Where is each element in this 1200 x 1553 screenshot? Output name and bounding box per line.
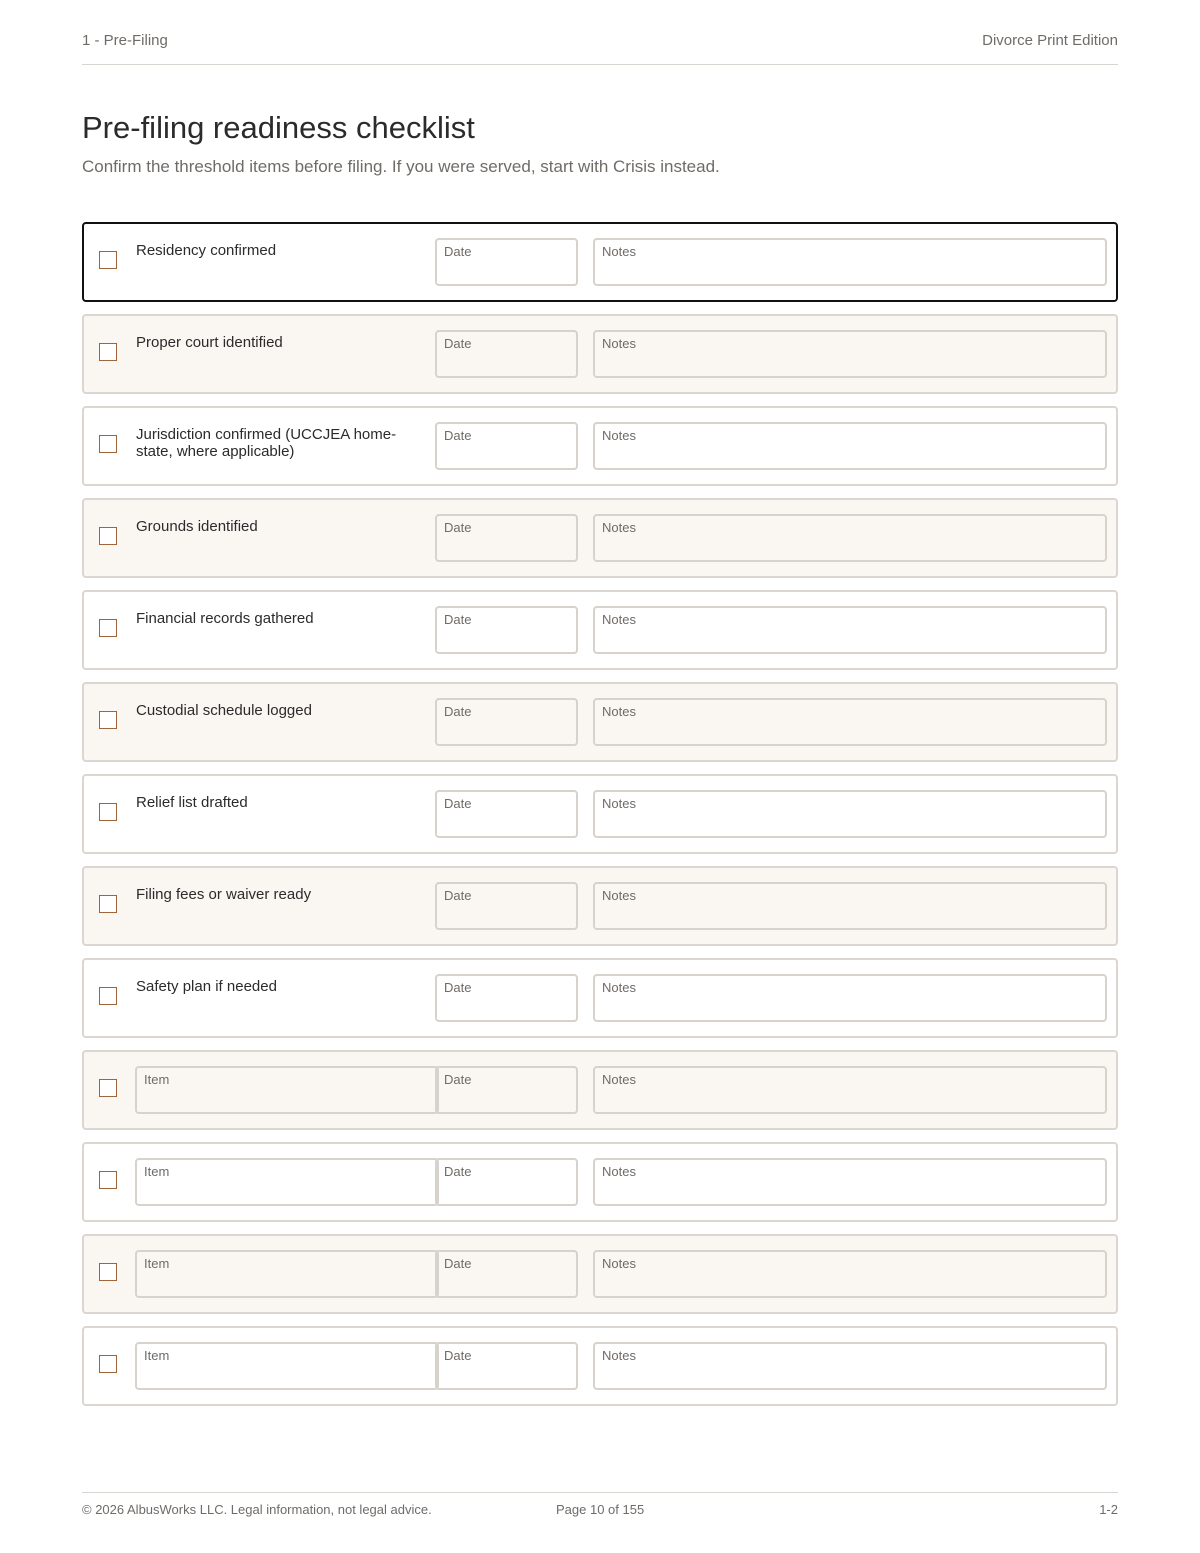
- date-field[interactable]: Date: [435, 974, 578, 1022]
- row-label: Residency confirmed: [136, 242, 277, 259]
- row-checkbox[interactable]: [99, 527, 117, 545]
- copyright-text: © 2026 AlbusWorks LLC. Legal information, not legal advice.: [82, 1502, 432, 1517]
- checklist-row: [82, 406, 1118, 486]
- notes-field[interactable]: Notes: [593, 974, 1107, 1022]
- row-checkbox[interactable]: [99, 1171, 117, 1189]
- notes-field[interactable]: Notes: [593, 422, 1107, 470]
- notes-field[interactable]: Notes: [593, 1250, 1107, 1298]
- page-title: Pre-filing readiness checklist: [82, 110, 475, 145]
- date-field[interactable]: Date: [435, 1250, 578, 1298]
- edition-label: Divorce Print Edition: [982, 32, 1118, 49]
- date-field[interactable]: Date: [435, 1342, 578, 1390]
- notes-field[interactable]: Notes: [593, 238, 1107, 286]
- checklist-row: [82, 590, 1118, 670]
- item-field[interactable]: Item: [135, 1342, 439, 1390]
- checklist-row: [82, 958, 1118, 1038]
- row-checkbox[interactable]: [99, 1355, 117, 1373]
- row-label: Relief list drafted: [136, 794, 248, 811]
- date-field[interactable]: Date: [435, 790, 578, 838]
- checklist-row: [82, 314, 1118, 394]
- row-checkbox[interactable]: [99, 895, 117, 913]
- page-header: [82, 32, 1118, 65]
- checklist-row-blank: [82, 1326, 1118, 1406]
- row-label: Proper court identified: [136, 334, 283, 351]
- checklist: [82, 222, 1118, 1418]
- checklist-row: [82, 774, 1118, 854]
- date-field[interactable]: Date: [435, 330, 578, 378]
- item-field[interactable]: Item: [135, 1250, 439, 1298]
- notes-field[interactable]: Notes: [593, 882, 1107, 930]
- date-field[interactable]: Date: [435, 698, 578, 746]
- row-checkbox[interactable]: [99, 251, 117, 269]
- date-field[interactable]: Date: [435, 1066, 578, 1114]
- item-field[interactable]: Item: [135, 1158, 439, 1206]
- notes-field[interactable]: Notes: [593, 698, 1107, 746]
- notes-field[interactable]: Notes: [593, 1342, 1107, 1390]
- page-number: Page 10 of 155: [556, 1502, 645, 1517]
- checklist-row: [82, 866, 1118, 946]
- notes-field[interactable]: Notes: [593, 1158, 1107, 1206]
- row-checkbox[interactable]: [99, 1263, 117, 1281]
- checklist-row: [82, 222, 1118, 302]
- row-checkbox[interactable]: [99, 1079, 117, 1097]
- notes-field[interactable]: Notes: [593, 1066, 1107, 1114]
- row-checkbox[interactable]: [99, 619, 117, 637]
- row-checkbox[interactable]: [99, 711, 117, 729]
- date-field[interactable]: Date: [435, 238, 578, 286]
- notes-field[interactable]: Notes: [593, 330, 1107, 378]
- notes-field[interactable]: Notes: [593, 790, 1107, 838]
- date-field[interactable]: Date: [435, 882, 578, 930]
- checklist-row: [82, 498, 1118, 578]
- notes-field[interactable]: Notes: [593, 606, 1107, 654]
- row-label: Grounds identified: [136, 518, 258, 535]
- page-subtitle: Confirm the threshold items before filing. If you were served, start with Crisis instead.: [82, 157, 720, 176]
- row-label: Filing fees or waiver ready: [136, 886, 312, 903]
- date-field[interactable]: Date: [435, 514, 578, 562]
- row-checkbox[interactable]: [99, 343, 117, 361]
- row-label: Jurisdiction confirmed (UCCJEA home-state, where applicable): [136, 426, 397, 460]
- checklist-row-blank: [82, 1050, 1118, 1130]
- page-footer: [82, 1492, 1118, 1517]
- page-code: 1-2: [1099, 1502, 1118, 1517]
- row-checkbox[interactable]: [99, 435, 117, 453]
- checklist-row-blank: [82, 1234, 1118, 1314]
- row-label: Custodial schedule logged: [136, 702, 312, 719]
- section-label: 1 - Pre-Filing: [82, 32, 168, 49]
- row-label: Financial records gathered: [136, 610, 314, 627]
- checklist-row: [82, 682, 1118, 762]
- checklist-row-blank: [82, 1142, 1118, 1222]
- date-field[interactable]: Date: [435, 606, 578, 654]
- row-label: Safety plan if needed: [136, 978, 277, 995]
- date-field[interactable]: Date: [435, 1158, 578, 1206]
- row-checkbox[interactable]: [99, 987, 117, 1005]
- date-field[interactable]: Date: [435, 422, 578, 470]
- row-checkbox[interactable]: [99, 803, 117, 821]
- item-field[interactable]: Item: [135, 1066, 439, 1114]
- notes-field[interactable]: Notes: [593, 514, 1107, 562]
